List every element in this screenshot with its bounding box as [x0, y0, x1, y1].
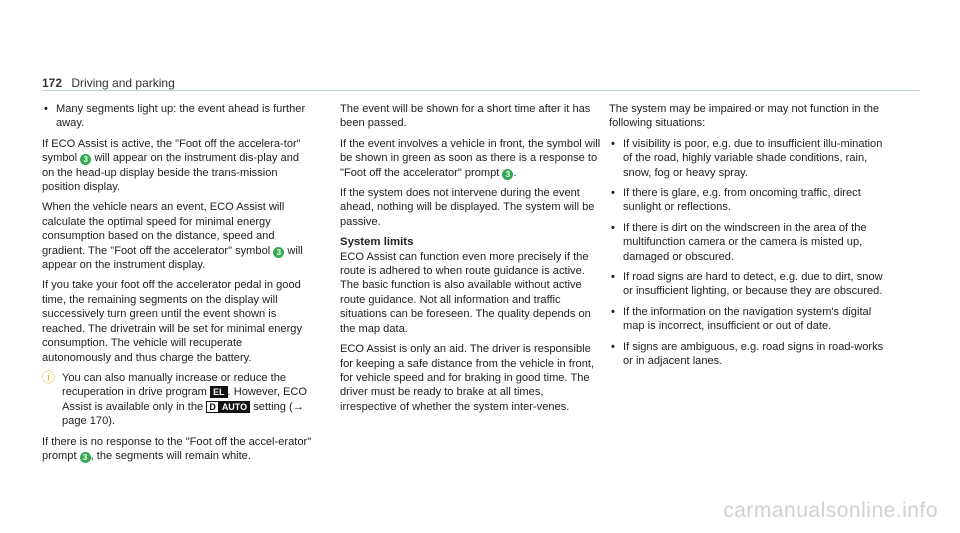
paragraph: ECO Assist is only an aid. The driver is responsible for keeping a safe distance from the vehicle in front, for vehicle speed and for braking in good time. The driver must be ready to brake at all times, irrespective of whether the system inter-venes.	[340, 343, 595, 413]
section-heading: System limits	[340, 236, 414, 249]
column-2	[340, 102, 602, 420]
d-key-icon: D	[206, 401, 219, 413]
column-3	[609, 102, 884, 375]
bullet-icon: •	[611, 340, 615, 353]
page-header	[42, 76, 175, 90]
info-text: You can also manually increase or reduce the recuperation in drive program	[62, 371, 287, 399]
list-item	[42, 102, 314, 131]
paragraph	[42, 200, 314, 272]
paragraph: If you take your foot off the accelerator pedal in good time, the remaining segments on the display will successively turn green until the event shown is reached. The drivetrain will be set for minimal energy consumption. The vehicle will recuperate autonomously and thus charge the battery.	[42, 279, 302, 364]
paragraph	[42, 435, 314, 464]
bullet-text: If signs are ambiguous, e.g. road signs in road-works or in adjacent lanes.	[623, 340, 884, 368]
page-number: 172	[42, 76, 63, 90]
info-text: . However, ECO Assist is available only in the	[62, 386, 308, 413]
list-item	[609, 137, 884, 180]
callout-3-icon: 3	[80, 154, 91, 165]
bullet-icon: •	[611, 271, 615, 284]
column-1	[42, 102, 314, 469]
bullet-text: If road signs are hard to detect, e.g. due to dirt, snow or insufficient lighting, or because they are obscured.	[623, 271, 883, 298]
paragraph: ECO Assist can function even more precisely if the route is adhered to when route guidance is active. The basic function is also available without active route guidance. Not all information and traffic situations can be foreseen. The quality depends on the map data.	[340, 250, 591, 335]
paragraph-text: will appear on the instrument dis-play and on the head-up display beside the trans-mission position display.	[42, 152, 300, 194]
paragraph-text: If ECO Assist is active, the "Foot off the accelera-tor" symbol	[42, 137, 301, 165]
paragraph-text: , the segments will remain white.	[90, 449, 251, 462]
bullet-text: If visibility is poor, e.g. due to insufficient illu-mination of the road, highly variable shade conditions, rain, snow, fog or heavy spray.	[623, 137, 883, 179]
el-key-icon: EL	[210, 386, 228, 398]
bullet-icon: •	[611, 137, 615, 150]
paragraph-text: will appear on the instrument display.	[42, 244, 303, 272]
bullet-text: Many segments light up: the event ahead is further away.	[56, 103, 306, 130]
info-icon: ⓘ	[42, 369, 56, 385]
header-divider	[42, 90, 920, 91]
paragraph-text: If the event involves a vehicle in front, the symbol will be shown in green as soon as there is a response to "Foot off the accelerator" prompt	[340, 137, 601, 179]
paragraph	[340, 137, 602, 180]
auto-key-icon: AUTO	[219, 401, 250, 413]
list-item	[609, 221, 884, 264]
bullet-text: If the information on the navigation system's digital map is incorrect, insufficient or out of date.	[623, 305, 872, 333]
bullet-icon: •	[611, 221, 615, 234]
section-title: Driving and parking	[71, 76, 175, 90]
list-item	[609, 305, 884, 334]
callout-3-icon: 3	[502, 169, 513, 180]
paragraph-text: When the vehicle nears an event, ECO Assist will calculate the optimal speed for minimal energy consumption based on the distance, speed and gradient. The "Foot off the accelerator" symbol	[42, 201, 285, 257]
callout-3-icon: 3	[80, 452, 91, 463]
paragraph: If the system does not intervene during the event ahead, nothing will be displayed. The system will be passive.	[340, 187, 595, 228]
callout-3-icon: 3	[273, 247, 284, 258]
info-text: setting (→ page 170).	[62, 400, 304, 428]
paragraph-text: .	[513, 166, 517, 179]
bullet-text: If there is glare, e.g. from oncoming traffic, direct sunlight or reflections.	[623, 187, 861, 214]
watermark: carmanualsonline.info	[723, 499, 938, 522]
paragraph: The event will be shown for a short time after it has been passed.	[340, 103, 591, 130]
bullet-text: If there is dirt on the windscreen in the area of the multifunction camera or the camera is misted up, damaged or obscured.	[623, 221, 867, 263]
bullet-icon: •	[611, 187, 615, 200]
list-item	[609, 340, 884, 369]
paragraph: The system may be impaired or may not function in the following situations:	[609, 103, 880, 130]
paragraph-text: If there is no response to the "Foot off the accel-erator" prompt	[42, 435, 312, 462]
list-item	[609, 270, 884, 299]
bullet-icon: •	[611, 305, 615, 318]
info-note	[42, 371, 314, 429]
bullet-icon: •	[44, 103, 48, 115]
paragraph	[42, 137, 314, 195]
list-item	[609, 186, 884, 215]
